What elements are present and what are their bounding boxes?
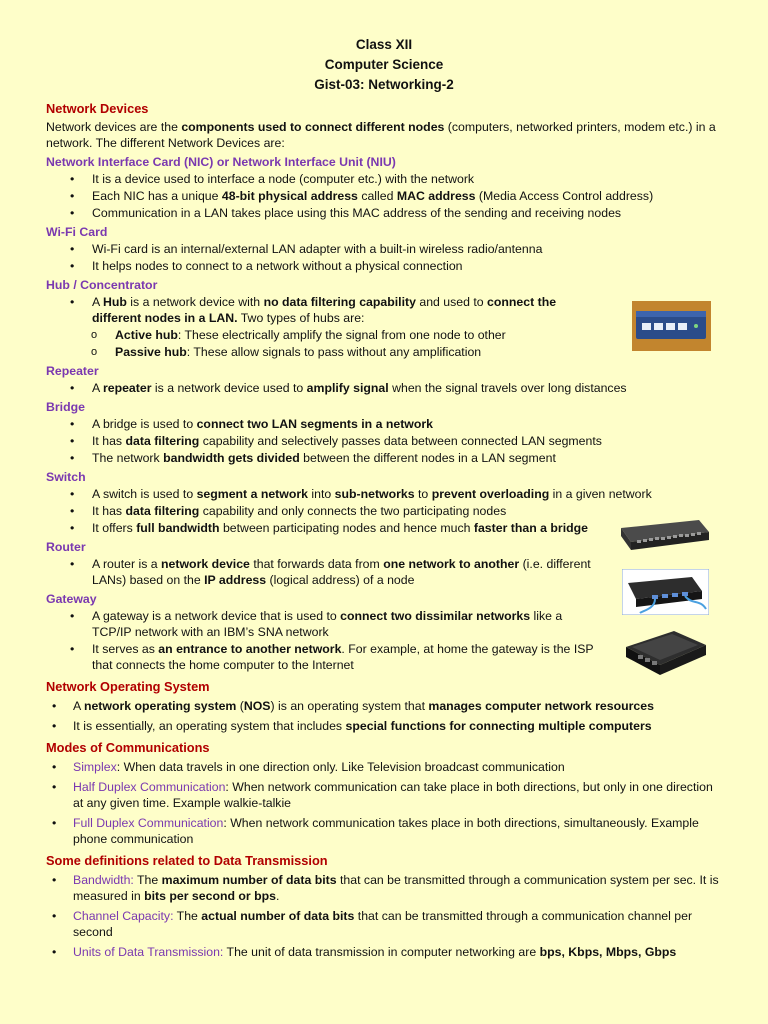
list-item: o Active hub: These electrically amplify the signal from one node to other [46, 327, 722, 343]
list-item: • Simplex: When data travels in one direction only. Like Television broadcast communication [46, 759, 722, 775]
list-item: • It helps nodes to connect to a network without a physical connection [46, 258, 722, 274]
list-item: • It serves as an entrance to another network. For example, at home the gateway is the ISP that connects the home computer to the Internet [46, 641, 602, 673]
list-item: • Wi-Fi card is an internal/external LAN adapter with a built-in wireless radio/antenna [46, 241, 722, 257]
list-item: • The network bandwidth gets divided between the different nodes in a LAN segment [46, 450, 722, 466]
list-item: • It has data filtering capability and selectively passes data between connected LAN segments [46, 433, 722, 449]
list-item: • It is essentially, an operating system that includes special functions for connecting multiple computers [46, 718, 722, 734]
title-line-subject: Computer Science [324, 57, 444, 72]
title-line-class: Class XII [355, 37, 413, 52]
heading-definitions: Some definitions related to Data Transmission [46, 853, 328, 868]
list-item: • Half Duplex Communication: When network communication can take place in both directions, but only in one direction at any given time. Example walkie-talkie [46, 779, 722, 811]
list-item: • Full Duplex Communication: When network communication takes place in both directions, simultaneously. Example phone communication [46, 815, 722, 847]
list-item: • Each NIC has a unique 48-bit physical address called MAC address (Media Access Control address) [46, 188, 722, 204]
list-item: • Channel Capacity: The actual number of data bits that can be transmitted through a communication channel per second [46, 908, 722, 940]
network-devices-intro: Network devices are the components used to connect different nodes (computers, networked printers, modem etc.) in a network. The different Network Devices are: [46, 120, 716, 150]
heading-router: Router [46, 540, 86, 554]
heading-repeater: Repeater [46, 364, 99, 378]
list-item: • A repeater is a network device used to amplify signal when the signal travels over long distances [46, 380, 722, 396]
list-item: o Passive hub: These allow signals to pass without any amplification [46, 344, 722, 360]
list-item: • A bridge is used to connect two LAN segments in a network [46, 416, 722, 432]
list-item: • A switch is used to segment a network into sub-networks to prevent overloading in a given network [46, 486, 722, 502]
hub-types-list [46, 327, 722, 360]
heading-hub: Hub / Concentrator [46, 278, 158, 292]
list-item: • A network operating system (NOS) is an operating system that manages computer network resources [46, 698, 722, 714]
title-line-gist: Gist-03: Networking-2 [314, 77, 454, 92]
list-item: • Units of Data Transmission: The unit of data transmission in computer networking are bps, Kbps, Mbps, Gbps [46, 944, 722, 960]
list-item: • A router is a network device that forwards data from one network to another (i.e. different LANs) based on the IP address (logical address) of a node [46, 556, 602, 588]
definitions-list [46, 872, 722, 960]
heading-switch: Switch [46, 470, 86, 484]
list-item: • It has data filtering capability and only connects the two participating nodes [46, 503, 722, 519]
list-item: • Bandwidth: The maximum number of data bits that can be transmitted through a communication system per sec. It is measured in bits per second or bps. [46, 872, 722, 904]
heading-bridge: Bridge [46, 400, 85, 414]
list-item: • It offers full bandwidth between participating nodes and hence much faster than a bridge [46, 520, 722, 536]
switch-image [619, 518, 711, 552]
bridge-list [46, 416, 722, 466]
heading-wifi-card: Wi-Fi Card [46, 225, 108, 239]
heading-modes: Modes of Communications [46, 740, 210, 755]
nic-list [46, 171, 722, 221]
heading-nos: Network Operating System [46, 679, 210, 694]
list-item: • It is a device used to interface a node (computer etc.) with the network [46, 171, 722, 187]
heading-nic: Network Interface Card (NIC) or Network Interface Unit (NIU) [46, 155, 396, 169]
heading-network-devices: Network Devices [46, 101, 149, 116]
wifi-list [46, 241, 722, 274]
repeater-list [46, 380, 722, 396]
document-title [46, 35, 722, 95]
gateway-list [46, 608, 722, 673]
modes-list [46, 759, 722, 847]
list-item: • A Hub is a network device with no data filtering capability and used to connect the different nodes in a LAN. Two types of hubs are: [46, 294, 592, 326]
hub-list [46, 294, 722, 326]
router-image [622, 569, 709, 615]
router-list [46, 556, 722, 588]
list-item: • Communication in a LAN takes place using this MAC address of the sending and receiving nodes [46, 205, 722, 221]
list-item: • A gateway is a network device that is used to connect two dissimilar networks like a TCP/IP network with an IBM’s SNA network [46, 608, 602, 640]
heading-gateway: Gateway [46, 592, 97, 606]
hub-image [632, 301, 711, 351]
nos-list [46, 698, 722, 734]
gateway-image [622, 625, 710, 679]
